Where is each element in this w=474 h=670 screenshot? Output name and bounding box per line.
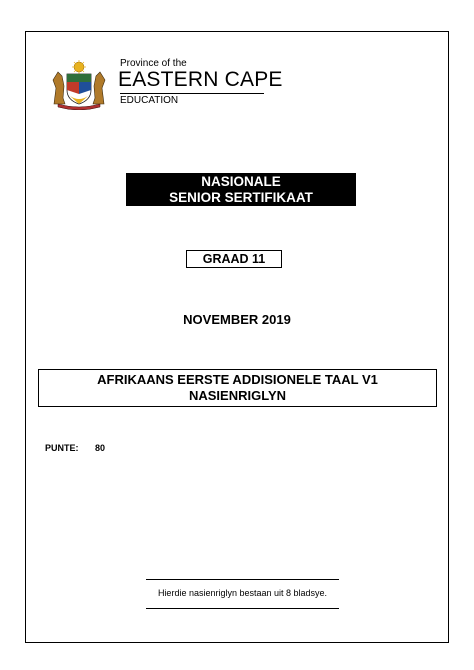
logo-education-text: EDUCATION	[120, 95, 179, 106]
logo-divider	[120, 93, 264, 94]
page-frame	[25, 31, 449, 643]
logo-province-text: Province of the	[120, 58, 187, 69]
footer-page-count: Hierdie nasienriglyn bestaan uit 8 bladsye.	[157, 588, 328, 598]
subject-line-1: AFRIKAANS EERSTE ADDISIONELE TAAL V1	[97, 372, 378, 387]
eastern-cape-education-logo	[50, 58, 283, 110]
title-line-1: NASIONALE	[201, 174, 281, 189]
logo-eastern-cape-text: EASTERN CAPE	[118, 68, 283, 91]
footer-rule-bottom	[146, 608, 339, 609]
subject-line-2: NASIENRIGLYN	[188, 388, 287, 403]
subject-box	[38, 369, 437, 407]
marks-value: 80	[95, 443, 106, 453]
grade-box: GRAAD 11	[186, 250, 282, 268]
title-banner	[126, 173, 356, 206]
coat-of-arms-icon	[50, 58, 108, 110]
title-line-2: SENIOR SERTIFIKAAT	[169, 190, 313, 205]
marks-label: PUNTE:	[45, 443, 79, 453]
exam-date: NOVEMBER 2019	[183, 312, 291, 327]
footer-rule-top	[146, 579, 339, 580]
marks	[45, 443, 106, 453]
